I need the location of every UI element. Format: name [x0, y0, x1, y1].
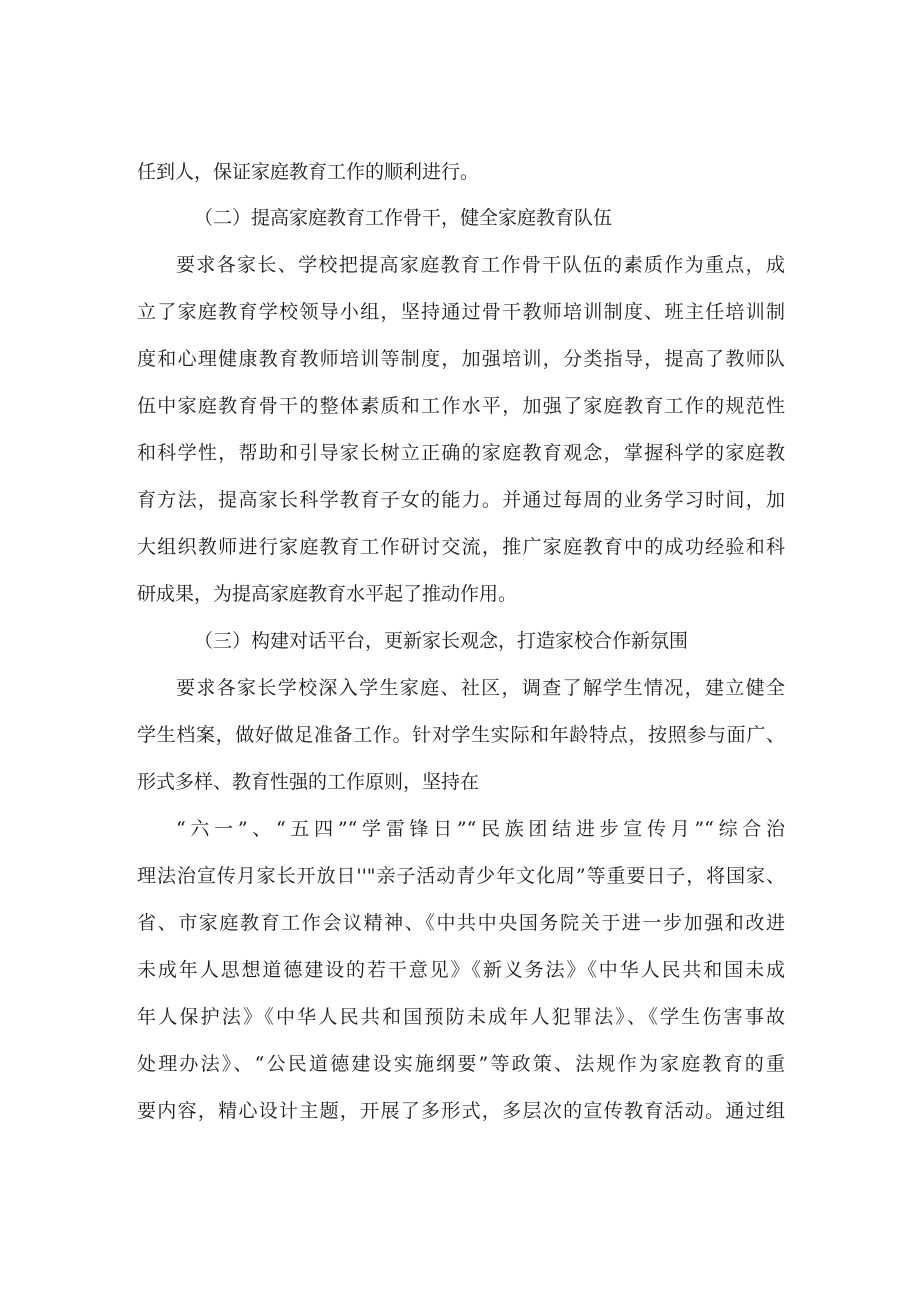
paragraph-line: 处理办法》、“公民道德建设实施纲要”等政策、法规作为家庭教育的重	[137, 1053, 785, 1075]
paragraph-line: 学生档案，做好做足准备工作。针对学生实际和年龄特点，按照参与面广、	[137, 724, 785, 746]
paragraph-line: 育方法，提高家长科学教育子女的能力。并通过每周的业务学习时间，加	[137, 489, 785, 511]
paragraph-line: 理法治宣传月家长开放日''"亲子活动青少年文化周”等重要日子，将国家、	[137, 865, 785, 887]
paragraph-line: 未成年人思想道德建设的若干意见》《新义务法》《中华人民共和国未成	[137, 959, 785, 981]
paragraph-line: 立了家庭教育学校领导小组，坚持通过骨干教师培训制度、班主任培训制	[137, 301, 785, 323]
paragraph-line: 大组织教师进行家庭教育工作研讨交流，推广家庭教育中的成功经验和科	[137, 536, 785, 558]
paragraph-line: 度和心理健康教育教师培训等制度，加强培训，分类指导，提高了教师队	[137, 348, 785, 370]
paragraph-line: 任到人，保证家庭教育工作的顺利进行。	[137, 161, 480, 183]
paragraph-line: “六一”、“五四”“学雷锋日”“民族团结进步宣传月”“综合治	[176, 818, 785, 840]
paragraph-line: 省、市家庭教育工作会议精神、《中共中央国务院关于进一步加强和改进	[137, 912, 785, 934]
paragraph-line: 要求各家长、学校把提高家庭教育工作骨干队伍的素质作为重点，成	[176, 254, 785, 276]
paragraph-line: 研成果，为提高家庭教育水平起了推动作用。	[137, 583, 518, 605]
section-heading: （三）构建对话平台，更新家长观念，打造家校合作新氛围	[194, 630, 689, 652]
paragraph-line: 要求各家长学校深入学生家庭、社区，调查了解学生情况，建立健全	[176, 677, 785, 699]
paragraph-line: 要内容，精心设计主题，开展了多形式，多层次的宣传教育活动。通过组	[137, 1100, 785, 1122]
paragraph-line: 形式多样、教育性强的工作原则，坚持在	[137, 771, 480, 793]
section-heading: （二）提高家庭教育工作骨干，健全家庭教育队伍	[194, 207, 613, 229]
paragraph-line: 年人保护法》《中华人民共和国预防未成年人犯罪法》、《学生伤害事故	[137, 1006, 785, 1028]
paragraph-line: 伍中家庭教育骨干的整体素质和工作水平，加强了家庭教育工作的规范性	[137, 395, 785, 417]
paragraph-line: 和科学性，帮助和引导家长树立正确的家庭教育观念，掌握科学的家庭教	[137, 442, 785, 464]
